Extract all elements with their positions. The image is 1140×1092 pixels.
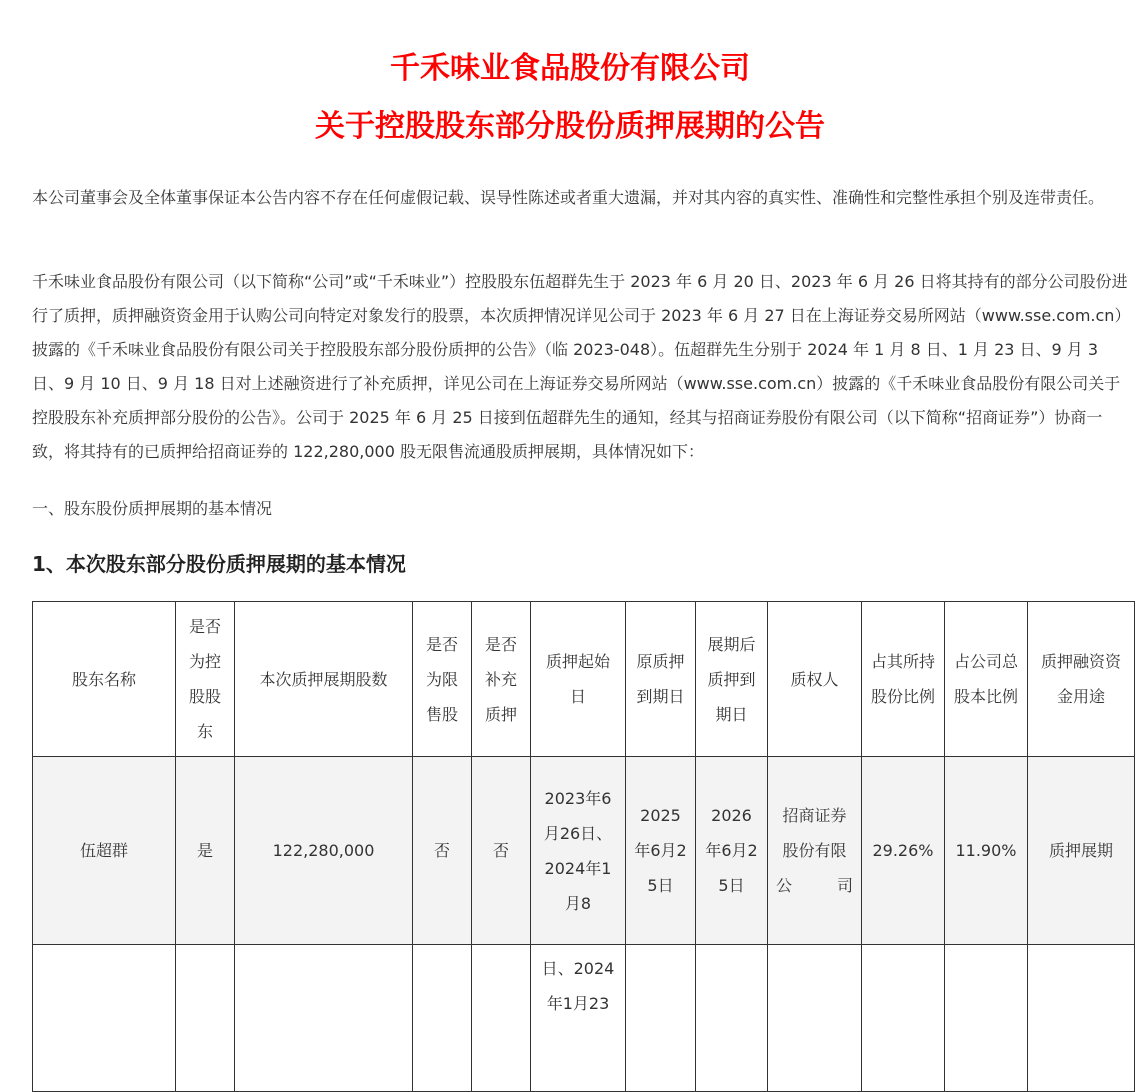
cell-start-date-continued: 日、2024年1月23 bbox=[531, 945, 626, 1092]
cell-empty bbox=[176, 945, 235, 1092]
cell-empty bbox=[696, 945, 768, 1092]
pledge-extension-table bbox=[32, 601, 1135, 1092]
cell-purpose: 质押展期 bbox=[1028, 757, 1135, 945]
cell-original-maturity: 2025年6月25日 bbox=[626, 757, 696, 945]
cell-pledgee: 招商证券股份有限公司 bbox=[768, 757, 862, 945]
cell-empty bbox=[413, 945, 472, 1092]
header-is-supplementary: 是否补充质押 bbox=[472, 602, 531, 757]
header-extended-maturity: 展期后质押到期日 bbox=[696, 602, 768, 757]
announcement-title-subject: 关于控股股东部分股份质押展期的公告 bbox=[315, 109, 825, 144]
table-header-row bbox=[33, 602, 1135, 757]
header-is-controlling: 是否为控股股东 bbox=[176, 602, 235, 757]
table-row bbox=[33, 757, 1135, 945]
header-pledgee: 质权人 bbox=[768, 602, 862, 757]
cell-is-controlling: 是 bbox=[176, 757, 235, 945]
header-is-restricted: 是否为限售股 bbox=[413, 602, 472, 757]
header-original-maturity: 原质押到期日 bbox=[626, 602, 696, 757]
cell-empty bbox=[768, 945, 862, 1092]
intro-paragraph: 千禾味业食品股份有限公司（以下简称“公司”或“千禾味业”）控股股东伍超群先生于 2023 年 6 月 20 日、2023 年 6 月 26 日将其持有的部分公司股份进行了质押，质押融资资金用于认购公司向特定对象发行的股票，本次质押情况详见公司于 2023 年 6 月 27 日在上海证券交易所网站（www.sse.com.cn）披露的《千禾味业食品股份有限公司关于控股股东部分股份质押的公告》（临 2023-048）。伍超群先生分别于 2024 年 1 月 8 日、1 月 23 日、9 月 3 日、9 月 10 日、9 月 18 日对上述融资进行了补充质押，详见公司在上海证券交易所网站（www.sse.com.cn）披露的《千禾味业食品股份有限公司关于控股股东补充质押部分股份的公告》。公司于 2025 年 6 月 25 日接到伍超群先生的通知，经其与招商证券股份有限公司（以下简称“招商证券”）协商一致，将其持有的已质押给招商证券的 122,280,000 股无限售流通股质押展期，具体情况如下： bbox=[32, 272, 1131, 461]
header-start-date: 质押起始日 bbox=[531, 602, 626, 757]
header-purpose: 质押融资资金用途 bbox=[1028, 602, 1135, 757]
table-row bbox=[33, 945, 1135, 1092]
cell-empty bbox=[472, 945, 531, 1092]
board-disclaimer-paragraph: 本公司董事会及全体董事保证本公告内容不存在任何虚假记载、误导性陈述或者重大遗漏，并对其内容的真实性、准确性和完整性承担个别及连带责任。 bbox=[32, 188, 1105, 207]
cell-shares: 122,280,000 bbox=[235, 757, 413, 945]
cell-pct-total: 11.90% bbox=[945, 757, 1028, 945]
cell-empty bbox=[626, 945, 696, 1092]
announcement-title-company: 千禾味业食品股份有限公司 bbox=[390, 51, 750, 86]
cell-extended-maturity: 2026年6月25日 bbox=[696, 757, 768, 945]
header-pct-holding: 占其所持股份比例 bbox=[862, 602, 945, 757]
cell-is-restricted: 否 bbox=[413, 757, 472, 945]
section-one-heading: 一、股东股份质押展期的基本情况 bbox=[32, 499, 273, 518]
cell-pct-holding: 29.26% bbox=[862, 757, 945, 945]
header-shares: 本次质押展期股数 bbox=[235, 602, 413, 757]
cell-empty bbox=[862, 945, 945, 1092]
cell-empty bbox=[1028, 945, 1135, 1092]
cell-is-supplementary: 否 bbox=[472, 757, 531, 945]
header-pct-total: 占公司总股本比例 bbox=[945, 602, 1028, 757]
cell-shareholder: 伍超群 bbox=[33, 757, 176, 945]
cell-empty bbox=[235, 945, 413, 1092]
cell-empty bbox=[945, 945, 1028, 1092]
header-shareholder: 股东名称 bbox=[33, 602, 176, 757]
cell-start-date: 2023年6月26日、2024年1月8 bbox=[531, 757, 626, 945]
subsection-one-heading: 1、本次股东部分股份质押展期的基本情况 bbox=[32, 552, 406, 576]
cell-empty bbox=[33, 945, 176, 1092]
